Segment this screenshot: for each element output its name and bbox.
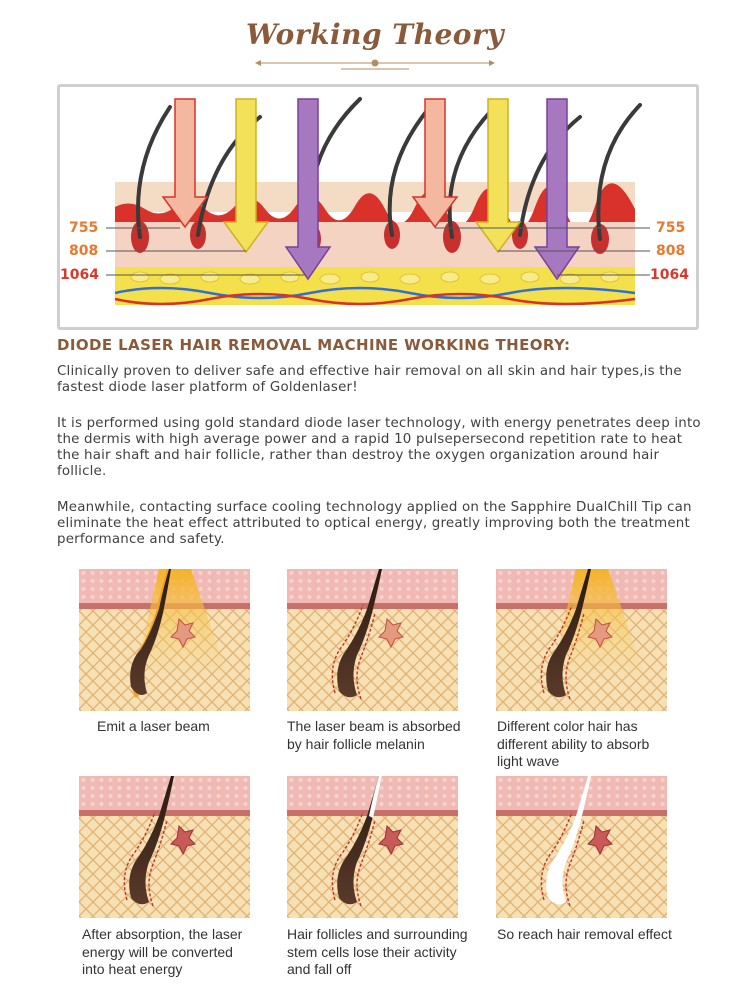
paragraph-technology: It is performed using gold standard diode laser technology, with energy penetrates deep into the dermis with high average power and a rapid 10 pulsepersecond repetition rate to heat the hair shaft and hair follicle, rather than destroy the oxygen organization around hair follicle. <box>57 416 701 479</box>
step-tile-6 <box>496 776 667 918</box>
step-caption-4: After absorption, the laser energy will be converted into heat energy <box>82 926 243 977</box>
step-caption-6: So reach hair removal effect <box>497 926 672 942</box>
section-heading: DIODE LASER HAIR REMOVAL MACHINE WORKING THEORY: <box>57 336 571 354</box>
wavelength-808-right: 808 <box>656 243 686 259</box>
step-tile-3 <box>496 569 667 711</box>
wavelength-1064-right: 1064 <box>650 267 689 283</box>
step-tile-1 <box>79 569 250 711</box>
wavelength-755-left: 755 <box>69 220 99 236</box>
step-caption-5: Hair follicles and surrounding stem cells lose their activity and fall off <box>287 926 468 977</box>
paragraph-intro: Clinically proven to deliver safe and effective hair removal on all skin and hair types,is the fastest diode laser platform of Goldenlaser! <box>57 364 682 395</box>
page-title: Working Theory <box>245 18 504 51</box>
wavelength-1064-left: 1064 <box>60 267 99 283</box>
paragraph-cooling: Meanwhile, contacting surface cooling technology applied on the Sapphire DualChill Tip can eliminate the heat effect attributed to optical energy, greatly improving both the treatment performance and safety. <box>57 500 692 547</box>
step-tile-4 <box>79 776 250 918</box>
wavelength-755-right: 755 <box>656 220 686 236</box>
wavelength-808-left: 808 <box>69 243 99 259</box>
step-tile-2 <box>287 569 458 711</box>
laser-depth-diagram <box>57 84 699 330</box>
step-caption-3: Different color hair has different ability to absorb light wave <box>497 718 650 769</box>
step-tile-5 <box>287 776 458 918</box>
step-caption-1: Emit a laser beam <box>97 718 210 734</box>
title-ornament <box>255 58 495 72</box>
step-caption-2: The laser beam is absorbed by hair follicle melanin <box>287 718 461 752</box>
